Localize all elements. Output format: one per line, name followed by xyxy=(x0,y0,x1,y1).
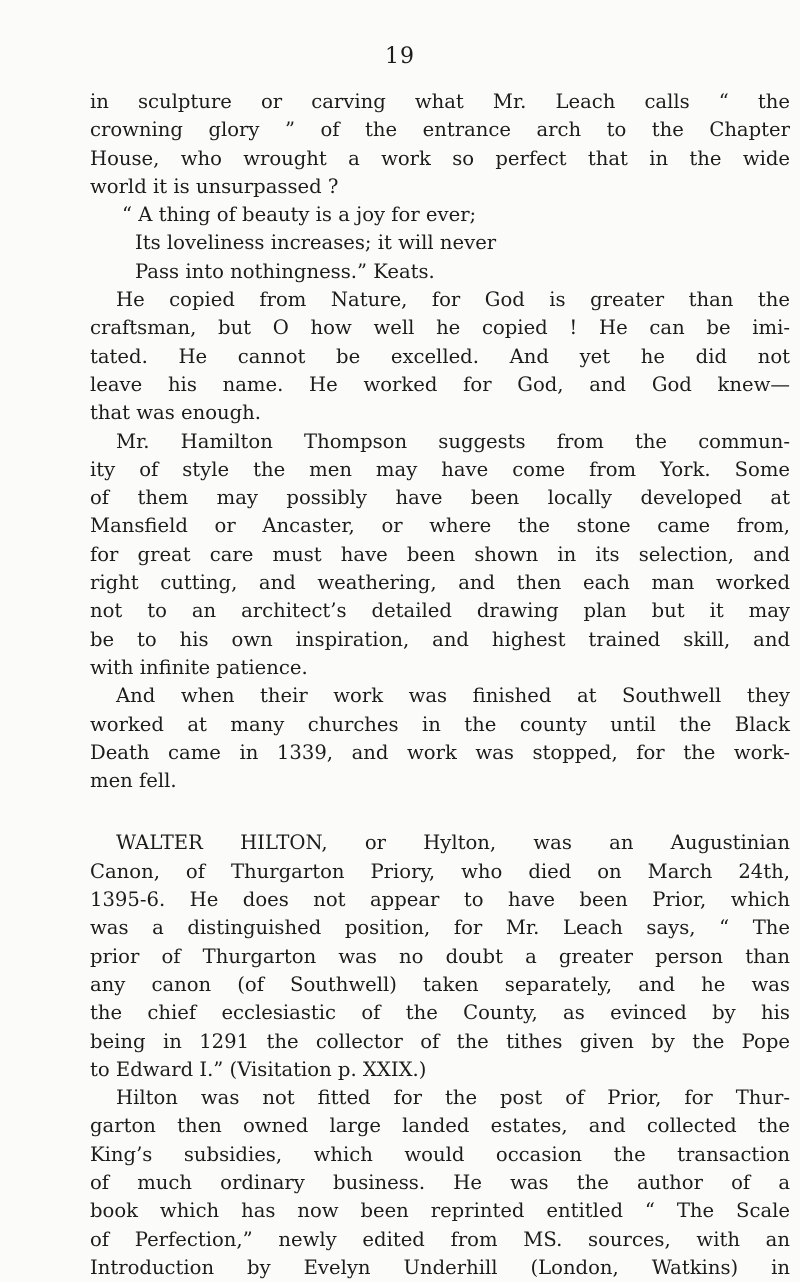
text-line: that was enough. xyxy=(90,401,262,425)
text-line: for great care must have been shown in its selection, and xyxy=(90,542,790,566)
text-line: of much ordinary business. He was the author of a xyxy=(90,1170,790,1194)
text-line: be to his own inspiration, and highest trained skill, and xyxy=(90,627,790,651)
text-line: Introduction by Evelyn Underhill (London, Watkins) in xyxy=(90,1255,790,1279)
text-line: garton then owned large landed estates, and collected the xyxy=(90,1114,790,1138)
text-line: not to an architect’s detailed drawing plan but it may xyxy=(90,599,790,623)
text-line: of them may possibly have been locally developed at xyxy=(90,486,790,510)
poem-line: Its loveliness increases; it will never xyxy=(135,231,497,255)
text-line: Hilton was not fitted for the post of Prior, for Thur- xyxy=(116,1086,790,1110)
text-line: book which has now been reprinted entitled “ The Scale xyxy=(90,1199,790,1223)
text-line: being in 1291 the collector of the tithes given by the Pope xyxy=(90,1029,790,1053)
text-line: with infinite patience. xyxy=(90,655,308,679)
text-line: any canon (of Southwell) taken separately, and he was xyxy=(90,972,790,996)
text-line: Canon, of Thurgarton Priory, who died on March 24th, xyxy=(90,859,790,883)
poem-line: “ A thing of beauty is a joy for ever; xyxy=(122,203,477,227)
text-line: to Edward I.” (Visitation p. XXIX.) xyxy=(90,1057,427,1081)
text-line: ity of style the men may have come from York. Some xyxy=(90,457,790,481)
text-line: WALTER HILTON, or Hylton, was an Augustinian xyxy=(116,831,790,855)
text-line: Mansfield or Ancaster, or where the stone came from, xyxy=(90,514,790,538)
text-line: Death came in 1339, and work was stopped, for the work- xyxy=(90,740,790,764)
poem-line: Pass into nothingness.” Keats. xyxy=(135,259,435,283)
text-line: the chief ecclesiastic of the County, as evinced by his xyxy=(90,1001,790,1025)
text-line: of Perfection,” newly edited from MS. sources, with an xyxy=(90,1227,790,1251)
text-line: craftsman, but O how well he copied ! He can be imi- xyxy=(90,316,790,340)
text-line: crowning glory ” of the entrance arch to the Chapter xyxy=(90,118,790,142)
text-line: was a distinguished position, for Mr. Leach says, “ The xyxy=(90,916,790,940)
text-line: men fell. xyxy=(90,769,177,793)
body-text xyxy=(90,88,790,1282)
text-line: House, who wrought a work so perfect that in the wide xyxy=(90,146,790,170)
text-line: right cutting, and weathering, and then each man worked xyxy=(90,571,790,595)
text-line: He copied from Nature, for God is greater than the xyxy=(116,288,790,312)
text-line: King’s subsidies, which would occasion the transaction xyxy=(90,1142,790,1166)
text-line: prior of Thurgarton was no doubt a greater person than xyxy=(90,944,790,968)
text-line: leave his name. He worked for God, and God knew— xyxy=(90,372,790,396)
text-line: in sculpture or carving what Mr. Leach calls “ the xyxy=(90,90,790,113)
text-line: 1395-6. He does not appear to have been Prior, which xyxy=(90,888,790,912)
text-line: And when their work was finished at Southwell they xyxy=(116,684,790,708)
text-line: world it is unsurpassed ? xyxy=(90,174,339,198)
text-line: tated. He cannot be excelled. And yet he did not xyxy=(90,344,790,368)
section-gap xyxy=(90,795,790,829)
page-number: 19 xyxy=(385,44,415,69)
text-line: worked at many churches in the county until the Black xyxy=(90,712,790,736)
text-line: Mr. Hamilton Thompson suggests from the commun- xyxy=(116,429,790,453)
